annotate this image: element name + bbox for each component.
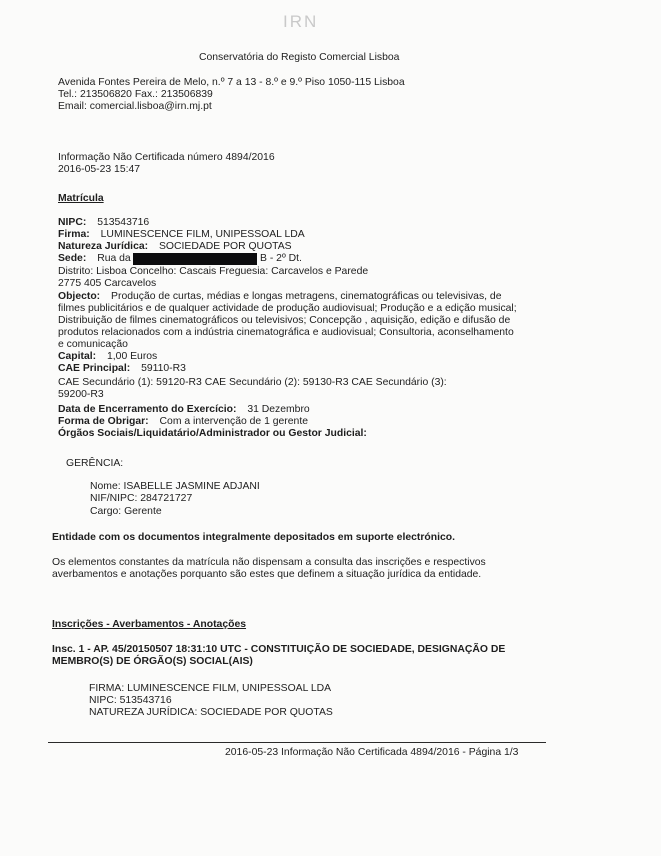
- nipc-label: NIPC:: [58, 217, 87, 228]
- entidade-note: Entidade com os documentos integralmente depositados em suporte electrónico.: [52, 532, 456, 543]
- cae-principal-label: CAE Principal:: [58, 363, 131, 374]
- distrito-row: Distrito: Lisboa Concelho: Cascais Freguesia: Carcavelos e Parede: [58, 266, 369, 277]
- cae-principal-row: [58, 363, 186, 375]
- cae-secundario-continuation: 59200-R3: [58, 389, 104, 400]
- inscricao-firma: FIRMA: LUMINESCENCE FILM, UNIPESSOAL LDA: [89, 683, 332, 694]
- objecto-label: Objecto:: [58, 291, 101, 302]
- sede-prefix: Rua da: [97, 253, 131, 264]
- sede-row: [58, 253, 131, 265]
- info-number: Informação Não Certificada número 4894/2016: [58, 152, 275, 163]
- encerramento-row: [58, 404, 310, 416]
- capital-value: 1,00 Euros: [107, 351, 158, 362]
- gerente-nif: NIF/NIPC: 284721727: [90, 493, 193, 504]
- footer-page-info: 2016-05-23 Informação Não Certificada 4894/2016 - Página 1/3: [225, 747, 519, 758]
- obrigar-row: [58, 416, 308, 428]
- gerente-name: Nome: ISABELLE JASMINE ADJANI: [90, 481, 260, 492]
- gerencia-title: GERÊNCIA:: [66, 458, 124, 469]
- capital-label: Capital:: [58, 351, 97, 362]
- elementos-note-line: Os elementos constantes da matrícula não dispensam a consulta das inscrições e respectivos: [52, 557, 486, 568]
- cae-secundario-row: CAE Secundário (1): 59120-R3 CAE Secundário (2): 59130-R3 CAE Secundário (3):: [58, 377, 447, 388]
- firma-row: [58, 229, 305, 241]
- office-phones: Tel.: 213506820 Fax.: 213506839: [58, 89, 213, 100]
- info-datetime: 2016-05-23 15:47: [58, 164, 141, 175]
- sede-label: Sede:: [58, 253, 87, 264]
- firma-label: Firma:: [58, 229, 90, 240]
- inscricao-title-line: MEMBRO(S) DE ÓRGÃO(S) SOCIAL(AIS): [52, 656, 253, 667]
- inscricao-title-line: Insc. 1 - AP. 45/20150507 18:31:10 UTC - CONSTITUIÇÃO DE SOCIEDADE, DESIGNAÇÃO DE: [52, 644, 506, 655]
- postal-row: 2775 405 Carcavelos: [58, 278, 157, 289]
- obrigar-label: Forma de Obrigar:: [58, 416, 149, 427]
- objecto-line: e comunicação: [58, 339, 128, 350]
- orgaos-label: Órgãos Sociais/Liquidatário/Administrador ou Gestor Judicial:: [58, 428, 367, 439]
- address-redaction-bar: [133, 253, 257, 265]
- obrigar-value: Com a intervenção de 1 gerente: [159, 416, 308, 427]
- encerramento-label: Data de Encerramento do Exercício:: [58, 404, 237, 415]
- natureza-row: [58, 241, 292, 253]
- gerente-cargo: Cargo: Gerente: [90, 506, 162, 517]
- firma-value: LUMINESCENCE FILM, UNIPESSOAL LDA: [100, 229, 305, 240]
- registry-office-title: Conservatória do Registo Comercial Lisboa: [199, 52, 400, 63]
- natureza-value: SOCIEDADE POR QUOTAS: [158, 241, 292, 252]
- sede-suffix: B - 2º Dt.: [260, 253, 302, 264]
- capital-row: [58, 351, 157, 363]
- footer-divider: [48, 742, 546, 743]
- nipc-row: [58, 217, 149, 229]
- inscricao-natureza: NATUREZA JURÍDICA: SOCIEDADE POR QUOTAS: [89, 707, 333, 718]
- office-email: Email: comercial.lisboa@irn.mj.pt: [58, 101, 212, 112]
- office-address: Avenida Fontes Pereira de Melo, n.º 7 a 13 - 8.º e 9.º Piso 1050-115 Lisboa: [58, 77, 405, 88]
- matricula-heading: Matrícula: [58, 193, 104, 204]
- irn-seal-logo: IRN: [283, 12, 319, 31]
- objecto-line: produtos relacionados com a indústria cinematográfica e audiovisual; Consultoria, aconselhamento: [58, 327, 514, 338]
- inscricao-nipc: NIPC: 513543716: [89, 695, 172, 706]
- elementos-note-line: averbamentos e anotações porquanto são estes que definem a situação jurídica da entidade.: [52, 569, 482, 580]
- objecto-line: Produção de curtas, médias e longas metragens, cinematográficas ou televisivas, de: [111, 291, 502, 302]
- nipc-value: 513543716: [97, 217, 150, 228]
- natureza-label: Natureza Jurídica:: [58, 241, 149, 252]
- inscricoes-heading: Inscrições - Averbamentos - Anotações: [52, 619, 247, 630]
- cae-principal-value: 59110-R3: [141, 363, 186, 374]
- encerramento-value: 31 Dezembro: [247, 404, 310, 415]
- objecto-line: Distribuição de filmes cinematográficos ou televisivos; Concepção , aquisição, edição e difusão de: [58, 315, 511, 326]
- objecto-row: [58, 291, 501, 303]
- objecto-line: filmes publicitários e de qualquer actividade de produção audiovisual; Produção e a edição musical;: [58, 303, 517, 314]
